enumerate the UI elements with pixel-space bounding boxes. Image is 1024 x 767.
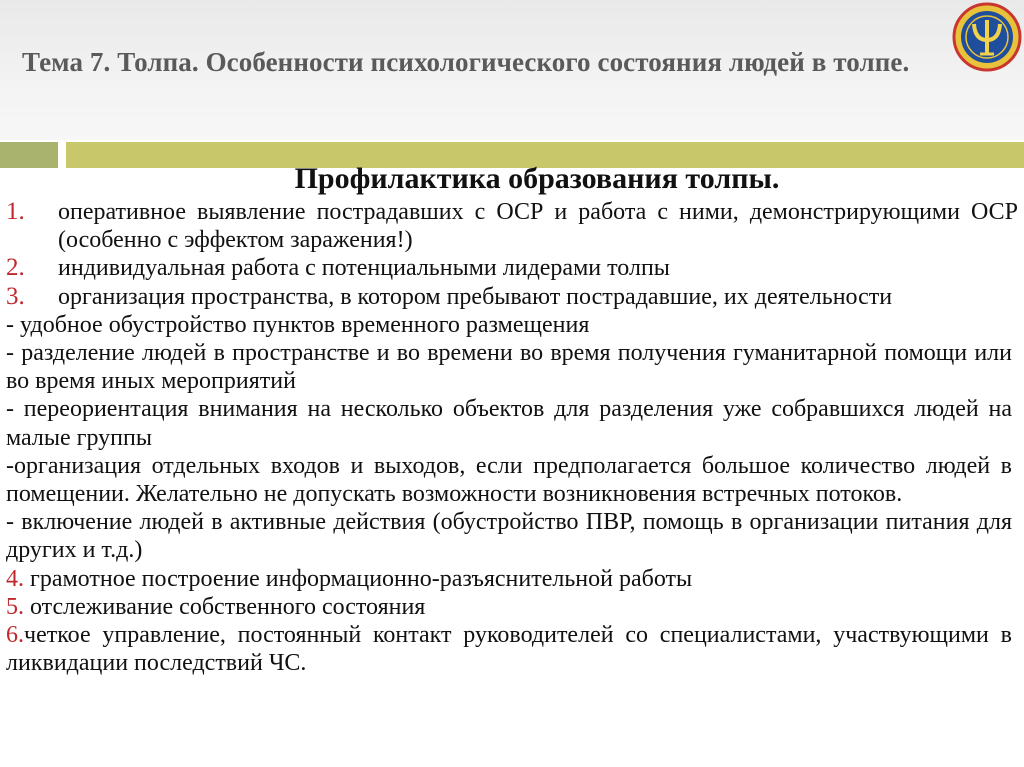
item-number: 6.: [6, 622, 24, 649]
item-text: отслеживание собственного состояния: [24, 593, 426, 620]
slide-subtitle: Профилактика образования толпы.: [294, 162, 780, 195]
dash-item: - переориентация внимания на несколько объектов для разделения уже собравшихся людей на малые группы: [6, 396, 1012, 451]
item-text: организация пространства, в котором пребывают пострадавшие, их деятельности: [58, 283, 893, 310]
dash-item: - удобное обустройство пунктов временного размещения: [6, 311, 590, 338]
item-text: четкое управление, постоянный контакт руководителей со специалистами, участвующими в ликвидации последствий ЧС.: [6, 622, 1012, 677]
list-item: [6, 283, 1018, 311]
list-item: [6, 198, 1018, 254]
item-text: оперативное выявление пострадавших с ОСР и работа с ними, демонстрирующими ОСР (особенно с эффектом заражения!): [58, 199, 1018, 254]
dash-item: - разделение людей в пространстве и во времени во время получения гуманитарной помощи или во время иных мероприятий: [6, 340, 1012, 395]
university-psi-emblem-icon: [952, 2, 1022, 72]
page-title: Тема 7. Толпа. Особенности психологического состояния людей в толпе.: [22, 47, 910, 77]
item-number: 2.: [6, 254, 25, 282]
list-item: [6, 254, 1018, 282]
list-item: [6, 565, 1018, 593]
item-number: 3.: [6, 282, 25, 310]
dash-item: - включение людей в активные действия (обустройство ПВР, помощь в организации питания для других и т.д.): [6, 509, 1012, 564]
item-number: 5.: [6, 593, 24, 620]
dash-item: -организация отдельных входов и выходов, если предполагается большое количество людей в помещении. Желательно не допускать возможности возникновения встречных потоков.: [6, 452, 1012, 508]
item-number: 1.: [6, 198, 25, 225]
list-item: [6, 621, 1018, 677]
list-item: [6, 593, 1018, 621]
slide-content: [6, 160, 1018, 677]
item-text: индивидуальная работа с потенциальными лидерами толпы: [58, 255, 670, 282]
numbered-list: [6, 198, 1018, 311]
item-number: 4.: [6, 565, 24, 592]
item-text: грамотное построение информационно-разъяснительной работы: [24, 565, 693, 592]
